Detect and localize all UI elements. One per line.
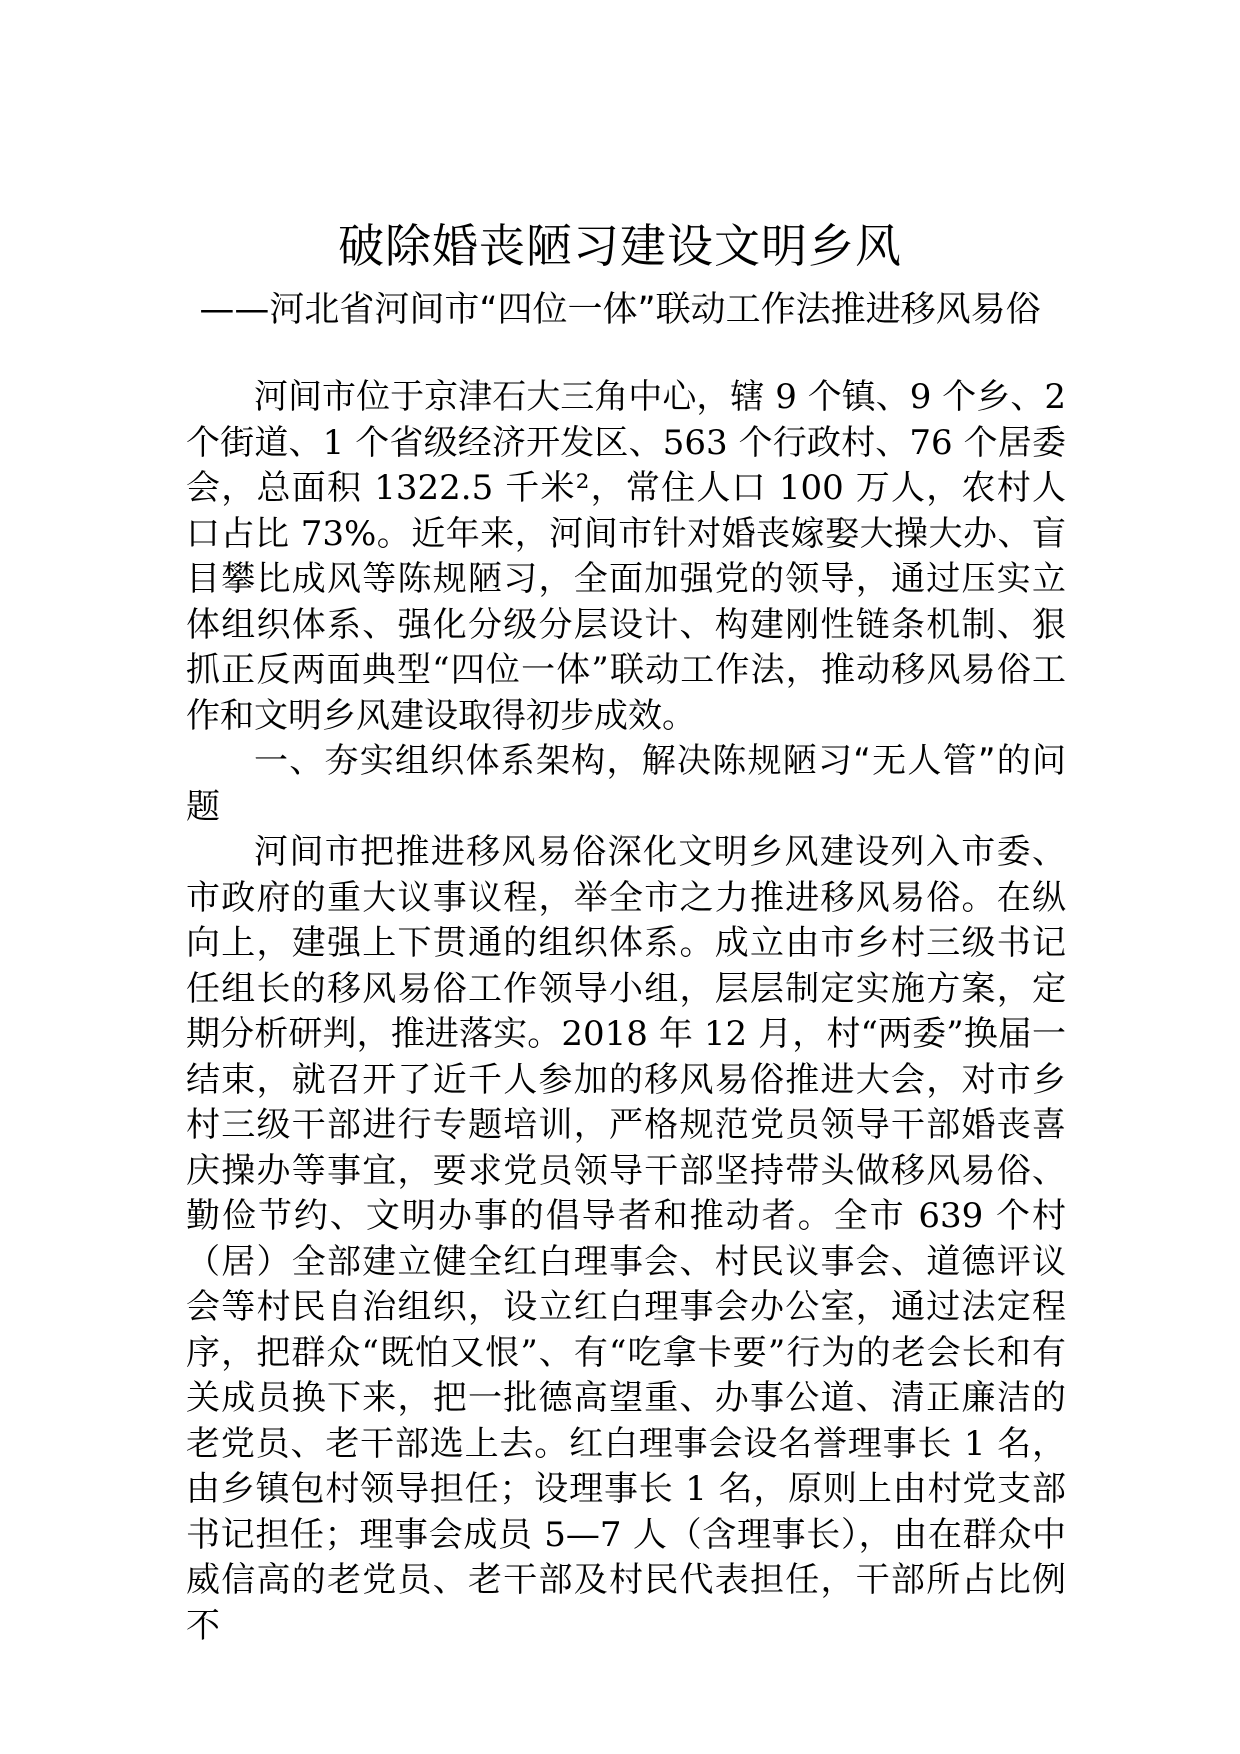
document-title: 破除婚丧陋习建设文明乡风 [338, 219, 902, 273]
paragraph-intro: 河间市位于京津石大三角中心，辖 9 个镇、9 个乡、2 个街道、1 个省级经济开发区、563 个行政村、76 个居委会，总面积 1322.5 千米²，常住人口 100 万人，农村人口占比 73%。近年来，河间市针对婚丧嫁娶大操大办、盲目攀比成风等陈规陋习，全面加强党的领导，通过压实立体组织体系、强化分级分层设计、构建刚性链条机制、狠抓正反两面典型“四位一体”联动工作法，推动移风易俗工作和文明乡风建设取得初步成效。 [186, 377, 1066, 736]
document-body [186, 375, 1066, 1649]
paragraph-section-1: 河间市把推进移风易俗深化文明乡风建设列入市委、市政府的重大议事议程，举全市之力推进移风易俗。在纵向上，建强上下贯通的组织体系。成立由市乡村三级书记任组长的移风易俗工作领导小组，层层制定实施方案，定期分析研判，推进落实。2018 年 12 月，村“两委”换届一结束，就召开了近千人参加的移风易俗推进大会，对市乡村三级干部进行专题培训，严格规范党员领导干部婚丧喜庆操办等事宜，要求党员领导干部坚持带头做移风易俗、勤俭节约、文明办事的倡导者和推动者。全市 639 个村（居）全部建立健全红白理事会、村民议事会、道德评议会等村民自治组织，设立红白理事会办公室，通过法定程序，把群众“既怕又恨”、有“吃拿卡要”行为的老会长和有关成员换下来，把一批德高望重、办事公道、清正廉洁的老党员、老干部选上去。红白理事会设名誉理事长 1 名，由乡镇包村领导担任；设理事长 1 名，原则上由村党支部书记担任；理事会成员 5—7 人（含理事长），由在群众中威信高的老党员、老干部及村民代表担任，干部所占比例不 [186, 832, 1066, 1646]
document-subtitle: ——河北省河间市“四位一体”联动工作法推进移风易俗 [199, 290, 1041, 330]
section-heading-1: 一、夯实组织体系架构，解决陈规陋习“无人管”的问题 [186, 741, 1066, 827]
